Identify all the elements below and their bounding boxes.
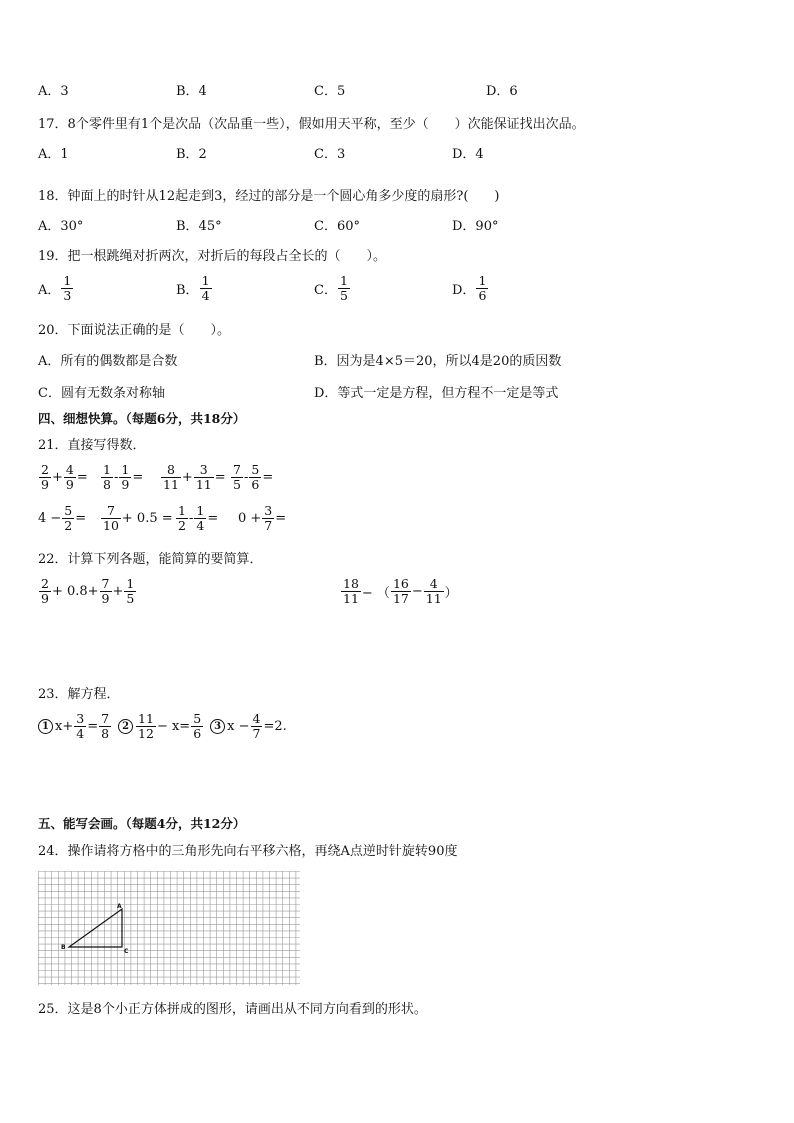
- triangle-abc: [69, 909, 122, 947]
- q16-option-a: A．3: [38, 84, 69, 99]
- q17-option-d: D．4: [452, 147, 484, 162]
- fraction: $\frac{1}{5}$: [339, 273, 348, 304]
- q18-option-b: B．45°: [176, 219, 222, 234]
- grid-lines: [38, 871, 300, 985]
- label-c: C: [124, 948, 129, 955]
- circled-number: 1: [38, 719, 53, 734]
- q21-item-4: $\frac{7}{5}$ - $\frac{5}{6}$ =: [233, 462, 274, 493]
- q19-option-a: [38, 274, 74, 304]
- q19-stem: 19．把一根跳绳对折两次，对折后的每段占全长的（ ）。: [38, 249, 387, 264]
- q20-option-a: A．所有的偶数都是合数: [38, 354, 178, 369]
- q21-item-3: $\frac{8}{11}$ + $\frac{3}{11}$ =: [163, 462, 226, 493]
- q21-stem: 21．直接写得数．: [38, 438, 146, 453]
- q17-stem: 17．8个零件里有1个是次品（次品重一些），假如用天平称，至少（ ）次能保证找出次品。: [38, 117, 585, 132]
- q17-option-b: B．2: [176, 147, 207, 162]
- q21-item-8: 0 + $\frac{3}{7}$ =: [238, 503, 287, 534]
- q18-option-a: A．30°: [38, 219, 84, 234]
- q19-option-c: [314, 274, 351, 304]
- q19-option-d: [452, 274, 489, 304]
- q23-equations: 1 x+ $\frac{3}{4}$ = $\frac{7}{8}$ 2 $\frac{11}{12}$ − x= $\frac{5}{6}$ 3 x − $\frac{4}{7}$ =2.: [38, 712, 287, 742]
- q18-option-c: C．60°: [314, 219, 360, 234]
- q22-stem: 22．计算下列各题，能简算的要简算．: [38, 552, 263, 567]
- q20-option-b: B．因为是4×5＝20，所以4是20的质因数: [314, 354, 562, 369]
- q16-option-d: D．6: [486, 84, 518, 99]
- q20-stem: 20．下面说法正确的是（ ）。: [38, 323, 231, 338]
- q23-stem: 23．解方程．: [38, 687, 120, 702]
- option-label: D．: [452, 283, 476, 299]
- q24-stem: 24．操作请将方格中的三角形先向右平移六格，再绕A点逆时针旋转90度: [38, 844, 458, 859]
- q22-expression-1: $\frac{2}{9}$ + 0.8+ $\frac{7}{9}$ + $\frac{1}{5}$: [41, 576, 135, 607]
- q18-stem: 18．钟面上的时针从12起走到3，经过的部分是一个圆心角多少度的扇形?( ): [38, 189, 500, 204]
- option-label: B．: [176, 283, 199, 299]
- q21-item-1: $\frac{2}{9}$ + $\frac{4}{9}$ =: [41, 462, 88, 493]
- q16-option-b: B．4: [176, 84, 207, 99]
- q16-option-c: C．5: [314, 84, 346, 99]
- q17-option-c: C．3: [314, 147, 346, 162]
- circled-number: 3: [210, 719, 225, 734]
- fraction: $\frac{1}{3}$: [63, 273, 72, 304]
- q21-item-5: 4 − $\frac{5}{2}$ =: [38, 503, 87, 534]
- q21-item-6: $\frac{7}{10}$ + 0.5 =: [103, 503, 173, 534]
- q22-expression-2: $\frac{18}{11}$ − （ $\frac{16}{17}$ − $\frac{4}{11}$ ）: [343, 576, 458, 607]
- grid-diagram: [38, 871, 300, 985]
- q20-option-d: D．等式一定是方程，但方程不一定是等式: [314, 386, 559, 401]
- section-5-title: 五、能写会画。（每题4分，共12分）: [38, 816, 246, 831]
- q21-item-2: $\frac{1}{8}$ - $\frac{1}{9}$ =: [103, 462, 144, 493]
- q25-stem: 25．这是8个小正方体拼成的图形，请画出从不同方向看到的形状。: [38, 1002, 427, 1017]
- option-label: C．: [314, 283, 337, 299]
- circled-number: 2: [118, 719, 133, 734]
- q20-option-c: C．圆有无数条对称轴: [38, 386, 165, 401]
- option-label: A．: [38, 283, 61, 299]
- fraction: $\frac{1}{6}$: [478, 273, 487, 304]
- q17-option-a: A．1: [38, 147, 69, 162]
- q18-option-d: D．90°: [452, 219, 499, 234]
- label-b: B: [61, 944, 66, 951]
- label-a: A: [117, 903, 122, 910]
- fraction: $\frac{1}{4}$: [201, 273, 210, 304]
- section-4-title: 四、细想快算。（每题6分，共18分）: [38, 411, 246, 426]
- q21-item-7: $\frac{1}{2}$ - $\frac{1}{4}$ =: [178, 503, 219, 534]
- q19-option-b: [176, 274, 213, 304]
